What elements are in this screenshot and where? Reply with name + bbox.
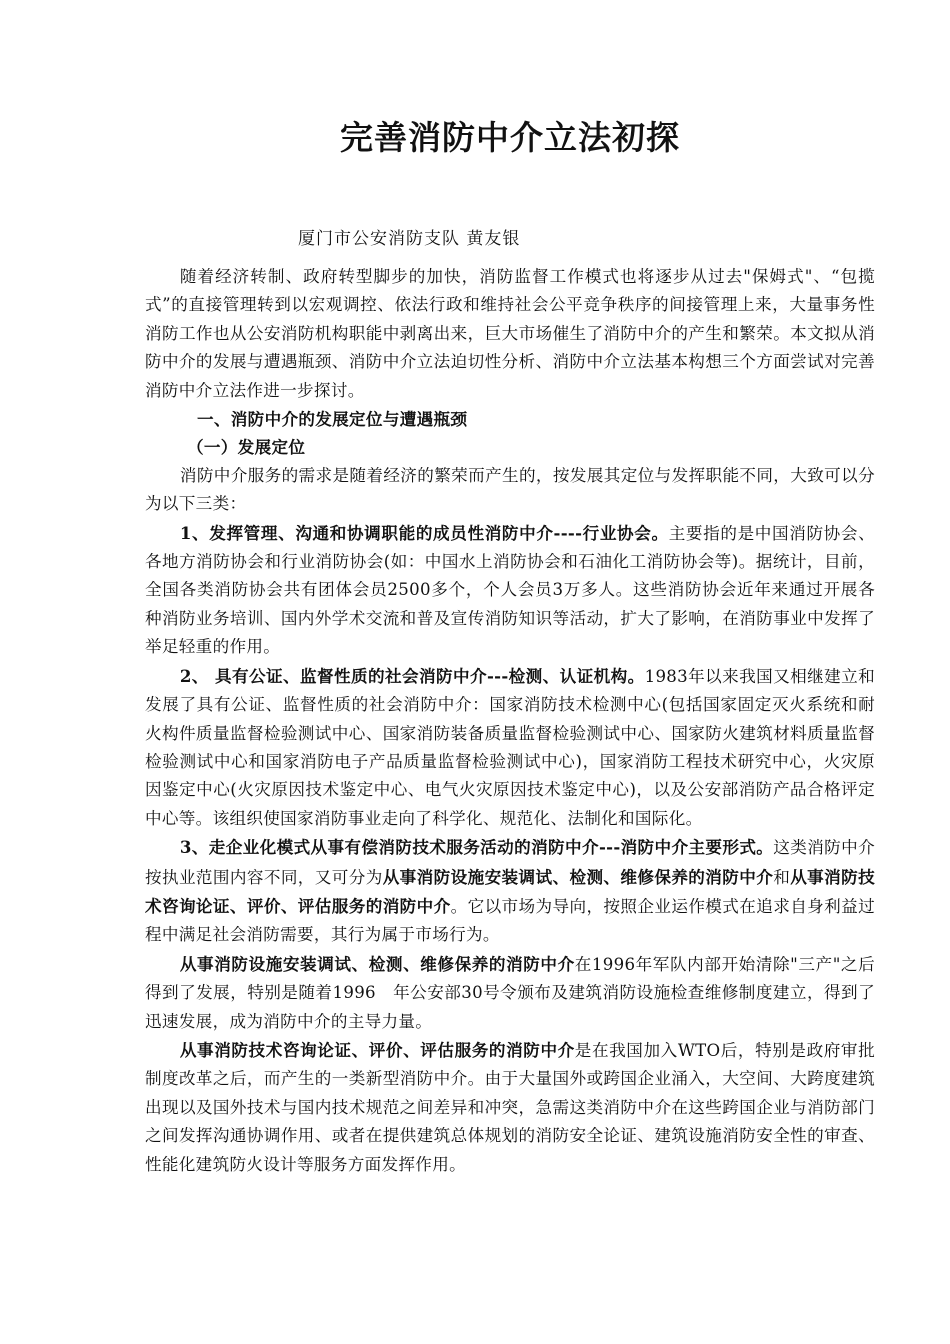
item-3-bold-2: 从事消防技术咨询论证、评价、评估服务的消防中介	[145, 866, 875, 916]
intro-paragraph: 随着经济转制、政府转型脚步的加快，消防监督工作模式也将逐步从过去"保姆式"、“包揽式”的直接管理转到以宏观调控、依法行政和维持社会公平竞争秩序的间接管理上来，大量事务性消防工作也从公安消防机构职能中剥离出来，巨大市场催生了消防中介的产生和繁荣。本文拟从消防中介的发展与遭遇瓶颈、消防中介立法迫切性分析、消防中介立法基本构想三个方面尝试对完善消防中介立法作进一步探讨。	[145, 267, 875, 400]
item-3-heading: 3、走企业化模式从事有偿消防技术服务活动的消防中介---消防中介主要形式。	[179, 837, 774, 858]
document-body	[145, 263, 875, 1179]
item-2-heading: 2、 具有公证、监督性质的社会消防中介---检测、认证机构。	[179, 665, 645, 686]
item-2-paragraph	[145, 662, 875, 833]
subsection-heading: （一）发展定位	[187, 437, 306, 458]
types-paragraph: 消防中介服务的需求是随着经济的繁荣而产生的，按发展其定位与发挥职能不同，大致可以分为以下三类：	[145, 465, 875, 514]
document-title: 完善消防中介立法初探	[340, 118, 680, 157]
install-paragraph	[145, 950, 875, 1036]
item-3-text-2: 和	[773, 867, 791, 887]
consult-heading: 从事消防技术咨询论证、评价、评估服务的消防中介	[179, 1039, 575, 1060]
item-3-paragraph	[145, 833, 875, 950]
item-2-text: 1983年以来我国又相继建立和发展了具有公证、监督性质的社会消防中介：国家消防技术检测中心(包括国家固定灭火系统和耐火构件质量监督检验测试中心、国家消防装备质量监督检验测试中心、国家防火建筑材料质量监督检验测试中心和国家消防电子产品质量监督检验测试中心)，国家消防工程技术研究中心，火灾原因鉴定中心(火灾原因技术鉴定中心、电气火灾原因技术鉴定中心)，以及公安部消防产品合格评定中心等。该组织使国家消防事业走向了科学化、规范化、法制化和国际化。	[145, 666, 875, 828]
item-3-bold-1: 从事消防设施安装调试、检测、维修保养的消防中介	[382, 866, 774, 887]
item-1-paragraph	[145, 519, 875, 662]
consult-text: 是在我国加入WTO后，特别是政府审批制度改革之后，而产生的一类新型消防中介。由于大量国外或跨国企业涌入，大空间、大跨度建筑出现以及国外技术与国内技术规范之间差异和冲突，急需这类消防中介在这些跨国企业与消防部门之间发挥沟通协调作用、或者在提供建筑总体规划的消防安全论证、建筑设施消防安全性的审查、性能化建筑防火设计等服务方面发挥作用。	[145, 1040, 875, 1174]
item-3-text-3: 。它以市场为导向，按照企业运作模式在追求自身利益过程中满足社会消防需要，其行为属于市场行为。	[145, 896, 876, 945]
section-heading: 一、消防中介的发展定位与遭遇瓶颈	[197, 409, 468, 430]
install-heading: 从事消防设施安装调试、检测、维修保养的消防中介	[179, 953, 575, 974]
install-text: 在1996年军队内部开始清除"三产"之后得到了发展，特别是随着1996 年公安部30号令颁布及建筑消防设施检查维修制度建立，得到了迅速发展，成为消防中介的主导力量。	[145, 954, 875, 1031]
consult-paragraph	[145, 1036, 875, 1179]
item-3-text-1: 这类消防中介按执业范围内容不同，又可分为	[145, 838, 875, 887]
item-1-text: 主要指的是中国消防协会、各地方消防协会和行业消防协会(如：中国水上消防协会和石油化工消防协会等)。据统计，目前，全国各类消防协会共有团体会员2500多个，个人会员3万多人。这些消防协会近年来通过开展各种消防业务培训、国内外学术交流和普及宣传消防知识等活动，扩大了影响，在消防事业中发挥了举足轻重的作用。	[145, 523, 875, 657]
author-line: 厦门市公安消防支队 黄友银	[298, 229, 521, 249]
item-1-heading: 1、发挥管理、沟通和协调职能的成员性消防中介----行业协会。	[179, 522, 669, 543]
